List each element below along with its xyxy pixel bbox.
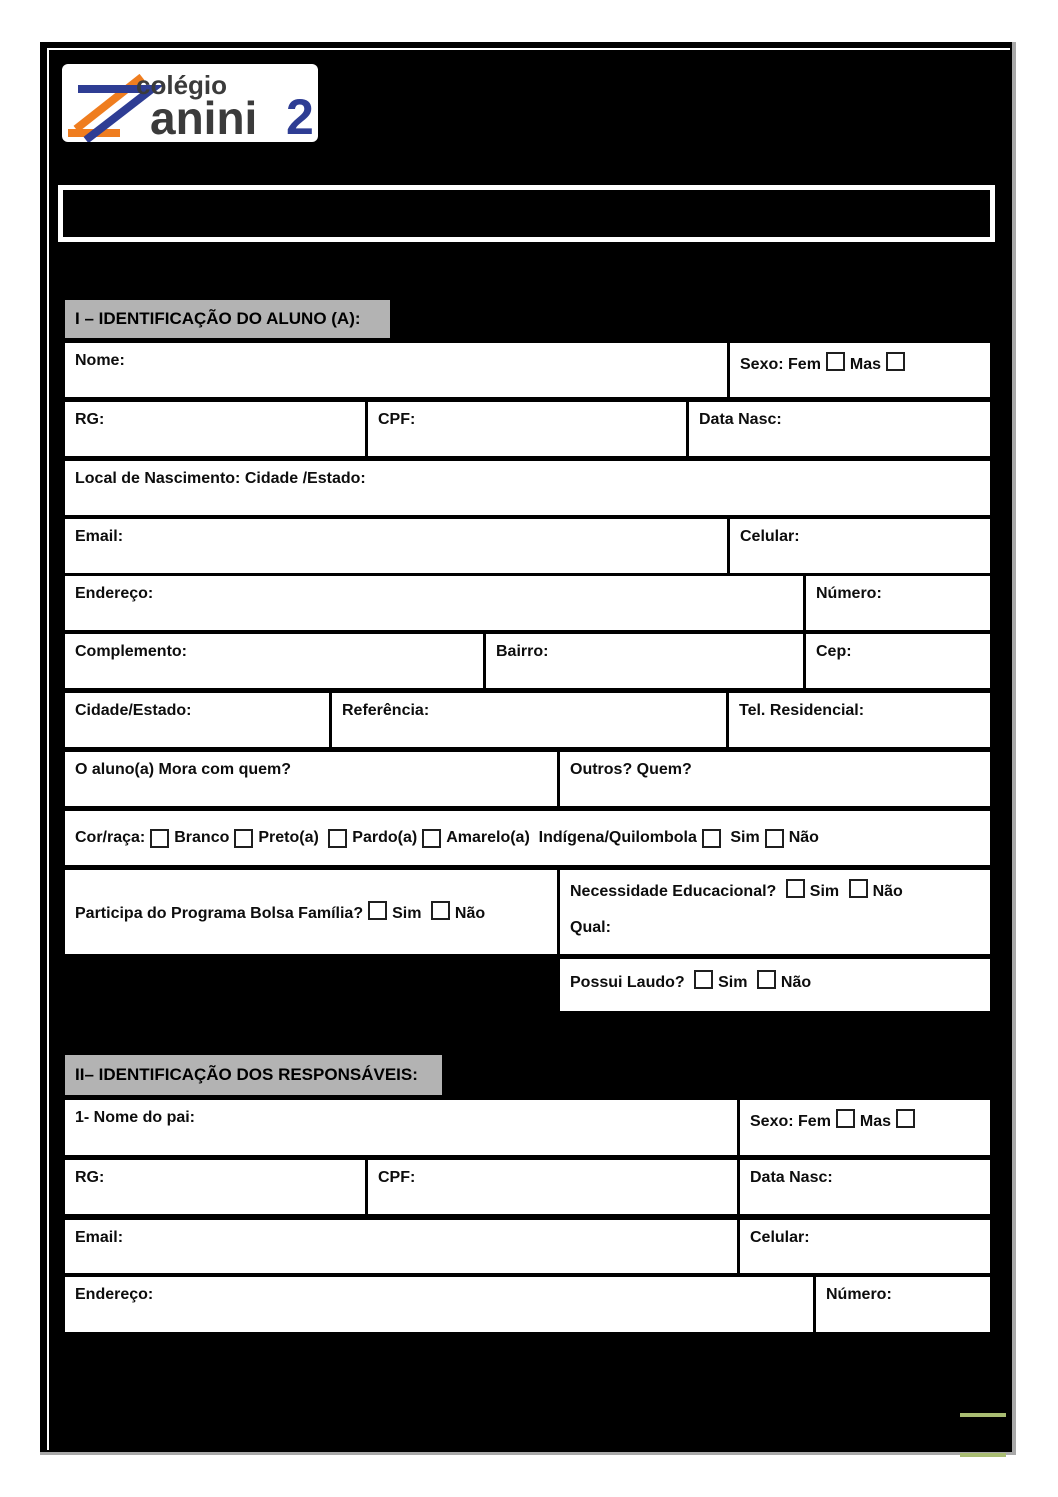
row-email-celular [65, 519, 990, 573]
cor-raca-label: Cor/raça: [75, 829, 146, 846]
checkbox-mas[interactable] [886, 352, 905, 371]
field-referencia[interactable] [332, 693, 726, 747]
field-cpf[interactable] [368, 402, 686, 456]
field-tel-residencial[interactable] [729, 693, 990, 747]
celular-pai-label: Celular: [750, 1229, 810, 1246]
field-necessidade-educacional [560, 870, 990, 954]
outros-quem-label: Outros? Quem? [570, 761, 692, 778]
field-data-nasc-pai[interactable] [740, 1160, 990, 1214]
checkbox-pai-fem[interactable] [836, 1109, 855, 1128]
section1-title: I – IDENTIFICAÇÃO DO ALUNO (A): [75, 309, 361, 328]
row-rg-cpf-nasc [65, 402, 990, 456]
logo-z-graphic [62, 64, 318, 142]
row-endereco-numero [65, 576, 990, 630]
row-complemento-bairro-cep [65, 634, 990, 688]
logo-number: 2 [286, 89, 314, 142]
checkbox-preto[interactable] [234, 829, 253, 848]
laudo-sim-label: Sim [718, 974, 748, 991]
rg-pai-label: RG: [75, 1169, 105, 1186]
field-mora-com-quem[interactable] [65, 752, 557, 806]
field-data-nasc[interactable] [689, 402, 990, 456]
field-numero-pai[interactable] [816, 1277, 990, 1332]
checkbox-pai-mas[interactable] [896, 1109, 915, 1128]
numero-label: Número: [816, 585, 882, 602]
section2-header [65, 1055, 442, 1095]
row-cor-raca [65, 811, 990, 865]
mora-com-quem-label: O aluno(a) Mora com quem? [75, 761, 292, 778]
page-edge-right [1012, 42, 1016, 1455]
sexo-label: Sexo: Fem [740, 356, 821, 373]
logo-small-word: colégio [136, 70, 228, 100]
field-rg-pai[interactable] [65, 1160, 365, 1214]
field-celular-pai[interactable] [740, 1220, 990, 1273]
row-nome-sexo [65, 343, 990, 397]
necessidade-line [570, 879, 980, 901]
field-bairro[interactable] [486, 634, 803, 688]
checkbox-branco[interactable] [150, 829, 169, 848]
row-endereco-numero-pai [65, 1277, 990, 1332]
field-cidade-estado[interactable] [65, 693, 329, 747]
field-endereco[interactable] [65, 576, 803, 630]
complemento-label: Complemento: [75, 643, 187, 660]
sexo-mas-label: Mas [849, 356, 882, 373]
cor-branco-label: Branco [174, 829, 230, 846]
field-possui-laudo [560, 959, 990, 1011]
field-complemento[interactable] [65, 634, 483, 688]
checkbox-indigena-nao[interactable] [765, 829, 784, 848]
data-nasc-label: Data Nasc: [699, 411, 782, 428]
checkbox-necessidade-sim[interactable] [786, 879, 805, 898]
bolsa-sim-label: Sim [392, 905, 422, 922]
section1-header [65, 300, 390, 338]
cor-preto-label: Preto(a) [258, 829, 319, 846]
bairro-label: Bairro: [496, 643, 549, 660]
field-cpf-pai[interactable] [368, 1160, 737, 1214]
indigena-nao-label: Não [788, 829, 819, 846]
row-local-nascimento [65, 461, 990, 515]
field-sexo [730, 343, 990, 397]
qual-label: Qual: [570, 919, 611, 936]
green-mark-lower [960, 1453, 1006, 1457]
local-nascimento-label: Local de Nascimento: Cidade /Estado: [75, 470, 366, 487]
bolsa-familia-wrap [75, 901, 485, 923]
necessidade-sim-label: Sim [809, 883, 840, 900]
data-nasc-pai-label: Data Nasc: [750, 1169, 833, 1186]
cpf-pai-label: CPF: [378, 1169, 416, 1186]
field-rg[interactable] [65, 402, 365, 456]
row-nome-pai-sexo [65, 1100, 990, 1155]
nome-pai-label: 1- Nome do pai: [75, 1109, 196, 1126]
bolsa-nao-label: Não [454, 905, 486, 922]
field-celular[interactable] [730, 519, 990, 573]
nome-label: Nome: [75, 352, 125, 369]
green-mark-upper [960, 1413, 1006, 1417]
field-outros-quem[interactable] [560, 752, 990, 806]
possui-laudo-label: Possui Laudo? [570, 974, 685, 991]
checkbox-fem[interactable] [826, 352, 845, 371]
checkbox-laudo-nao[interactable] [757, 970, 776, 989]
checkbox-pardo[interactable] [328, 829, 347, 848]
checkbox-necessidade-nao[interactable] [849, 879, 868, 898]
cpf-label: CPF: [378, 411, 416, 428]
cor-pardo-label: Pardo(a) [352, 829, 418, 846]
indigena-sim-label: Sim [730, 829, 760, 846]
field-email-pai[interactable] [65, 1220, 737, 1273]
necessidade-nao-label: Não [872, 883, 903, 900]
row-email-celular-pai [65, 1220, 990, 1273]
row-cidade-referencia-tel [65, 693, 990, 747]
field-email[interactable] [65, 519, 727, 573]
checkbox-bolsa-sim[interactable] [368, 901, 387, 920]
cor-amarelo-label: Amarelo(a) [446, 829, 530, 846]
tel-residencial-label: Tel. Residencial: [739, 702, 865, 719]
laudo-nao-label: Não [780, 974, 812, 991]
numero-pai-label: Número: [826, 1286, 892, 1303]
school-logo [62, 64, 318, 142]
endereco-label: Endereço: [75, 585, 154, 602]
field-cep[interactable] [806, 634, 990, 688]
celular-label: Celular: [740, 528, 800, 545]
field-local-nascimento[interactable] [65, 461, 990, 515]
field-nome[interactable] [65, 343, 727, 397]
row-bolsa-necessidade [65, 870, 990, 954]
rg-label: RG: [75, 411, 105, 428]
email-pai-label: Email: [75, 1229, 124, 1246]
checkbox-amarelo[interactable] [422, 829, 441, 848]
cep-label: Cep: [816, 643, 852, 660]
cidade-estado-label: Cidade/Estado: [75, 702, 192, 719]
checkbox-bolsa-nao[interactable] [431, 901, 450, 920]
field-nome-pai[interactable] [65, 1100, 737, 1155]
sexo-pai-mas-label: Mas [859, 1113, 892, 1130]
row-rg-cpf-nasc-pai [65, 1160, 990, 1214]
necessidade-label: Necessidade Educacional? [570, 883, 777, 900]
title-banner [58, 185, 995, 242]
row-mora-outros [65, 752, 990, 806]
email-label: Email: [75, 528, 124, 545]
field-endereco-pai[interactable] [65, 1277, 813, 1332]
endereco-pai-label: Endereço: [75, 1286, 154, 1303]
bolsa-familia-label: Participa do Programa Bolsa Família? [75, 905, 364, 922]
field-cor-raca [65, 811, 990, 865]
logo-main-word: anini [150, 92, 258, 142]
section2-title: II– IDENTIFICAÇÃO DOS RESPONSÁVEIS: [75, 1065, 418, 1084]
field-bolsa-familia [65, 870, 557, 954]
field-sexo-pai [740, 1100, 990, 1155]
field-numero[interactable] [806, 576, 990, 630]
form-sheet [40, 42, 1012, 1452]
checkbox-laudo-sim[interactable] [694, 970, 713, 989]
checkbox-indigena-sim[interactable] [702, 829, 721, 848]
page-edge-bottom [40, 1452, 1016, 1455]
sexo-pai-label: Sexo: Fem [750, 1113, 831, 1130]
indigena-quilombola-label: Indígena/Quilombola [538, 829, 697, 846]
referencia-label: Referência: [342, 702, 430, 719]
